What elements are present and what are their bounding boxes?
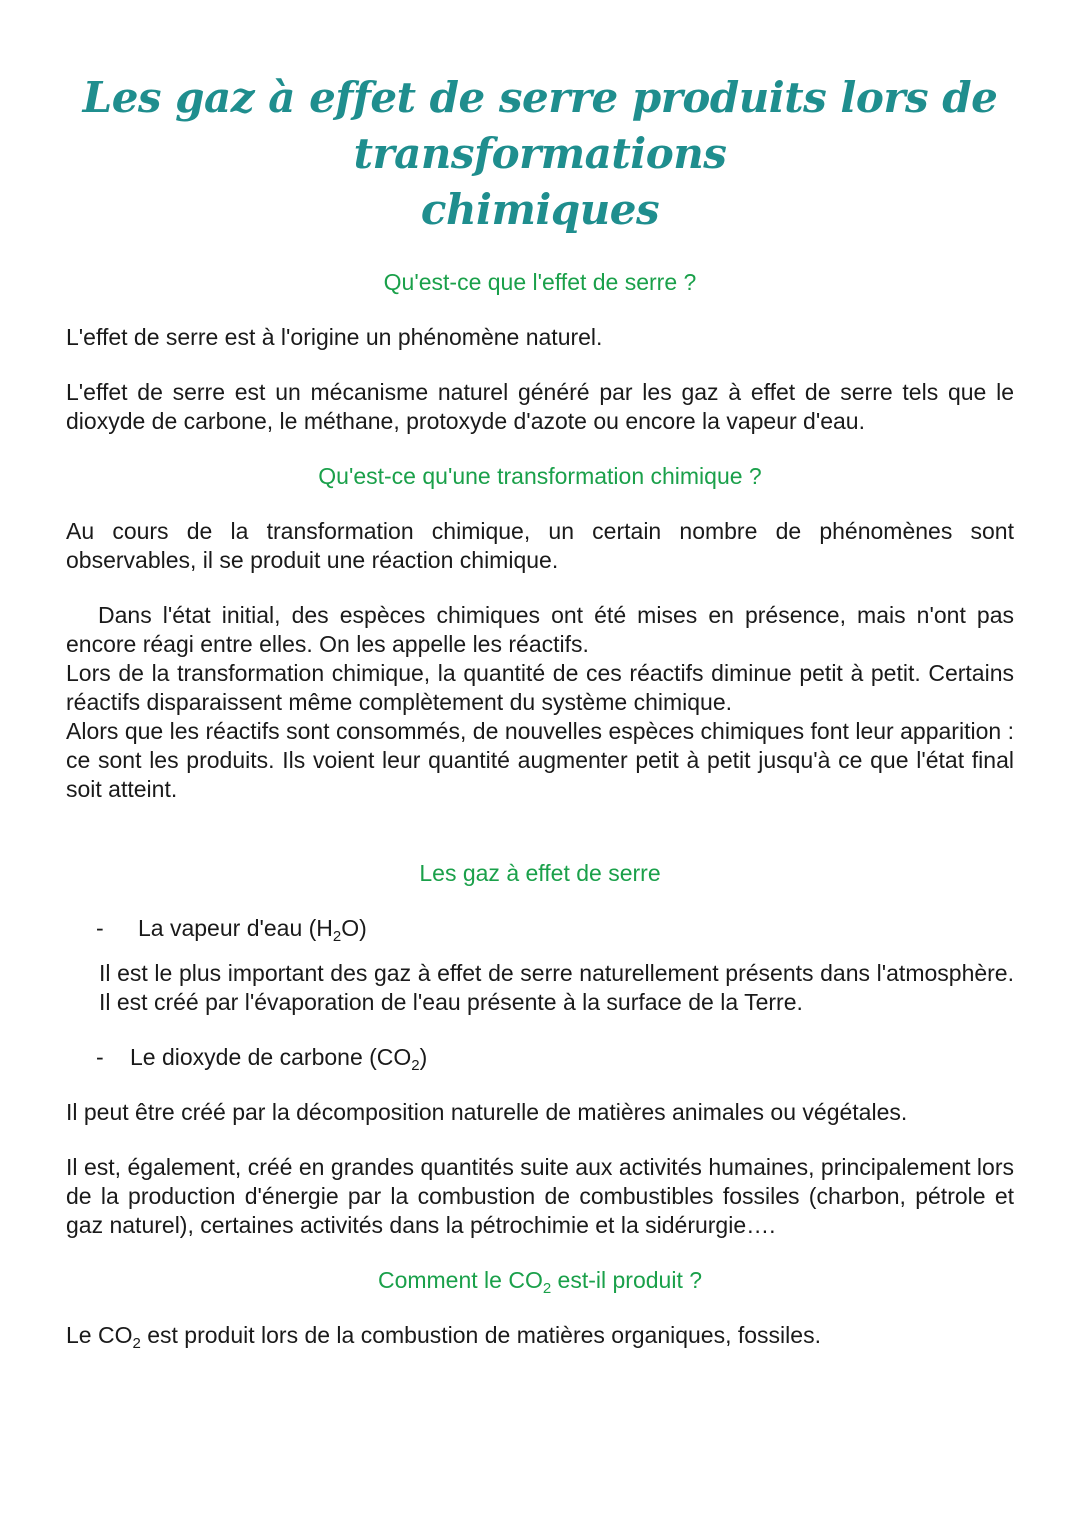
paragraph: Lors de la transformation chimique, la quantité de ces réactifs diminue petit à petit. Certains réactifs disparaissent même complètement du système chimique. [66, 660, 1014, 715]
heading-production-co2: Comment le $CO_2$ est-il produit ? [377, 1267, 703, 1297]
paragraph: Dans l'état initial, des espèces chimiques ont été mises en présence, mais n'ont pas encore réagi entre elles. On les appelle les réactifs. [66, 602, 1014, 657]
heading-effet-de-serre: Qu'est-ce que l'effet de serre ? [383, 269, 697, 295]
list-item-dioxyde-carbone [66, 1043, 1014, 1072]
bullet-dash: - [96, 1044, 104, 1070]
list-item-label: La vapeur d'eau $(H_2O)$ [138, 915, 367, 945]
paragraph: L'effet de serre est un mécanisme naturel généré par les gaz à effet de serre tels que le dioxyde de carbone, le méthane, protoxyde d'azote ou encore la vapeur d'eau. [66, 379, 1014, 434]
paragraph: Le $CO_2$ est produit lors de la combustion de matières organiques, fossiles. [66, 1322, 821, 1352]
paragraph: Il est, également, créé en grandes quantités suite aux activités humaines, principalement lors de la production d'énergie par la combustion de combustibles fossiles (charbon, pétrole et gaz naturel), certaines activités dans la pétrochimie et la sidérurgie…. [66, 1154, 1014, 1238]
paragraph: Alors que les réactifs sont consommés, de nouvelles espèces chimiques font leur apparition : ce sont les produits. Ils voient leur quantité augmenter petit à petit jusqu'à ce que l'état final soit atteint. [66, 718, 1014, 802]
bullet-dash: - [96, 915, 104, 941]
title-line-2: chimiques [420, 185, 660, 234]
list-item-vapeur-eau [66, 914, 1014, 943]
document-title [66, 0, 1014, 238]
paragraph: L'effet de serre est à l'origine un phénomène naturel. [66, 324, 603, 350]
list-item-label: Le dioxyde de carbone $(CO_2)$ [130, 1044, 428, 1074]
paragraph: Au cours de la transformation chimique, un certain nombre de phénomènes sont observables, il se produit une réaction chimique. [66, 518, 1014, 573]
title-line-1: Les gaz à effet de serre produits lors de transformations [82, 73, 998, 178]
heading-gaz-effet-de-serre: Les gaz à effet de serre [419, 860, 661, 886]
paragraph: Il est le plus important des gaz à effet de serre naturellement présents dans l'atmosphère. Il est créé par l'évaporation de l'eau présente à la surface de la Terre. [99, 960, 1014, 1015]
paragraph: Il peut être créé par la décomposition naturelle de matières animales ou végétales. [66, 1099, 908, 1125]
heading-transformation-chimique: Qu'est-ce qu'une transformation chimique ? [318, 463, 762, 489]
